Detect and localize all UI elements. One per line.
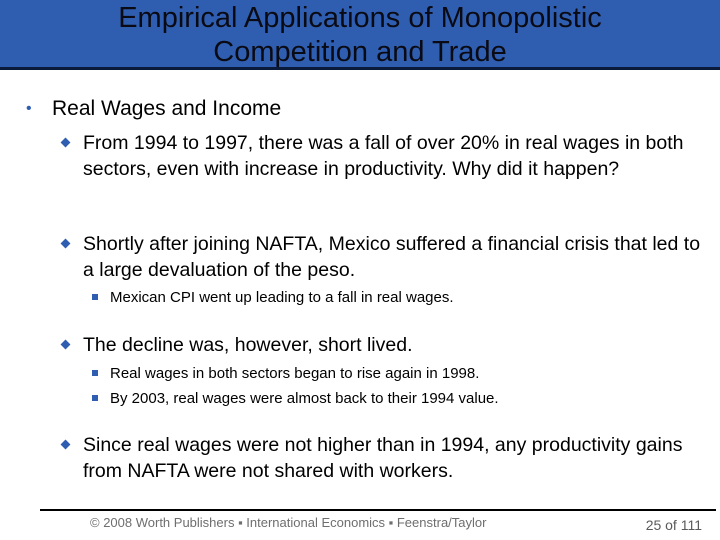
round-bullet-icon: • <box>26 100 32 117</box>
diamond-bullet-icon <box>61 239 71 249</box>
footer-copyright: © 2008 Worth Publishers ▪ International Economics ▪ Feenstra/Taylor <box>90 515 487 530</box>
sub-bullet-3-1-text: Real wages in both sectors began to rise again in 1998. <box>110 365 480 382</box>
slide-title-line-2: Competition and Trade <box>213 36 507 68</box>
bullet-point-2-text: Shortly after joining NAFTA, Mexico suffered a financial crisis that led to a large devaluation of the peso. <box>83 233 701 281</box>
square-bullet-icon <box>92 370 98 376</box>
heading-text: Real Wages and Income <box>52 97 282 120</box>
bullet-point-4-text: Since real wages were not higher than in 1994, any productivity gains from NAFTA were not shared with workers. <box>83 434 683 482</box>
square-bullet-icon <box>92 395 98 401</box>
sub-bullet-2-1-text: Mexican CPI went up leading to a fall in real wages. <box>110 289 454 306</box>
bullet-point-1-text: From 1994 to 1997, there was a fall of over 20% in real wages in both sectors, even with increase in productivity. Why did it happen? <box>83 132 684 180</box>
page-number: 25 of 111 <box>645 517 702 533</box>
sub-bullet-3-2-text: By 2003, real wages were almost back to their 1994 value. <box>110 390 499 407</box>
diamond-bullet-icon <box>61 440 71 450</box>
diamond-bullet-icon <box>61 340 71 350</box>
title-bar <box>0 0 720 70</box>
slide-title-line-1: Empirical Applications of Monopolistic <box>118 2 602 34</box>
diamond-bullet-icon <box>61 138 71 148</box>
square-bullet-icon <box>92 294 98 300</box>
slide-title <box>0 1 720 69</box>
footer-divider <box>40 509 716 511</box>
bullet-point-3-text: The decline was, however, short lived. <box>83 334 413 356</box>
